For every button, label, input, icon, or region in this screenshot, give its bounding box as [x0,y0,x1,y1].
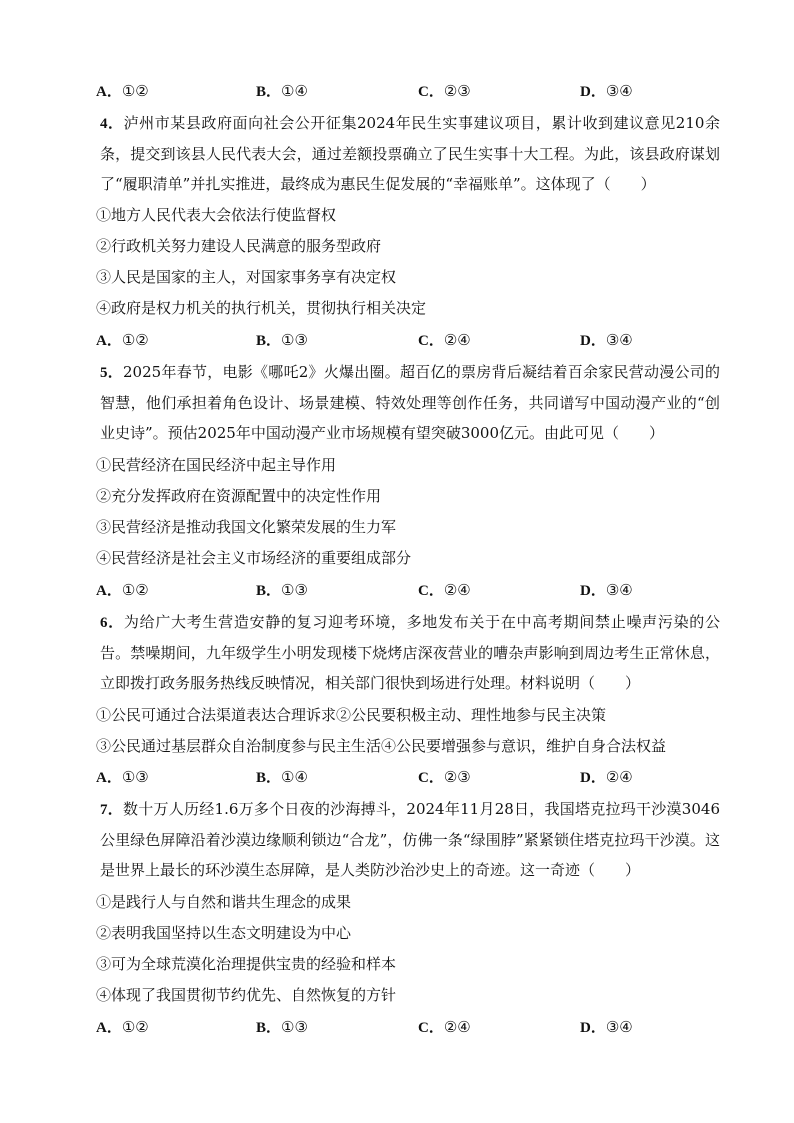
q6-answer-options [96,762,656,792]
q5-choice-4: ④民营经济是社会主义市场经济的重要组成部分 [96,549,412,567]
q5-option-a[interactable]: A．①② [96,581,149,599]
q3-option-c[interactable]: C．②③ [418,82,471,100]
q6-stem-text: 为给广大考生营造安静的复习迎考环境，多地发布关于在中高考期间禁止噪声污染的公告。禁噪期间，九年级学生小明发现楼下烧烤店深夜营业的嘈杂声影响到周边考生正常休息，立即拨打政务服务热线反映情况，相关部门很快到场进行处理。材料说明（ ） [100,613,720,692]
q7-choice-3: ③可为全球荒漠化治理提供宝贵的经验和样本 [96,955,397,973]
q4-stem [100,108,720,199]
q5-stem-text: 2025年春节，电影《哪吒2》火爆出圈。超百亿的票房背后凝结着百余家民营动漫公司的智慧，他们承担着角色设计、场景建模、特效处理等创作任务，共同谱写中国动漫产业的“创业史诗”。预估2025年中国动漫产业市场规模有望突破3000亿元。由此可见（ ） [100,363,720,442]
q7-option-c[interactable]: C．②④ [418,1018,471,1036]
q4-option-c[interactable]: C．②④ [418,331,471,349]
q6-option-b[interactable]: B．①④ [256,768,308,786]
q4-stem-text: 泸州市某县政府面向社会公开征集2024年民生实事建议项目，累计收到建议意见210余条，提交到该县人民代表大会，通过差额投票确立了民生实事十大工程。为此，该县政府谋划了“履职清单”并扎实推进，最终成为惠民生促发展的“幸福账单”。这体现了（ ） [100,114,720,193]
q4-choice-1: ①地方人民代表大会依法行使监督权 [96,206,337,224]
q3-answer-options [96,76,656,106]
q4-choice-3: ③人民是国家的主人，对国家事务享有决定权 [96,268,397,286]
q3-option-b[interactable]: B．①④ [256,82,308,100]
q7-stem [100,794,720,885]
q7-stem-text: 数十万人历经1.6万多个日夜的沙海搏斗，2024年11月28日，我国塔克拉玛干沙漠3046公里绿色屏障沿着沙漠边缘顺利锁边“合龙”，仿佛一条“绿围脖”紧紧锁住塔克拉玛干沙漠。这是世界上最长的环沙漠生态屏障，是人类防沙治沙史上的奇迹。这一奇迹（ ） [100,800,720,879]
q7-option-d[interactable]: D．③④ [580,1018,633,1036]
q4-option-a[interactable]: A．①② [96,331,149,349]
q4-number: 4． [100,116,124,132]
q6-choice-2: ③公民通过基层群众自治制度参与民主生活④公民要增强参与意识，维护自身合法权益 [96,737,667,755]
q6-option-c[interactable]: C．②③ [418,768,471,786]
q5-choice-2: ②充分发挥政府在资源配置中的决定性作用 [96,487,382,505]
q7-choice-4: ④体现了我国贯彻节约优先、自然恢复的方针 [96,986,397,1004]
q5-option-d[interactable]: D．③④ [580,581,633,599]
q5-option-c[interactable]: C．②④ [418,581,471,599]
q3-option-a[interactable]: A．①② [96,82,149,100]
q4-choice-4: ④政府是权力机关的执行机关，贯彻执行相关决定 [96,299,427,317]
q4-option-d[interactable]: D．③④ [580,331,633,349]
q4-option-b[interactable]: B．①③ [256,331,308,349]
q7-answer-options [96,1012,656,1042]
q7-number: 7． [100,802,124,818]
q7-option-b[interactable]: B．①③ [256,1018,308,1036]
q6-stem [100,607,720,698]
q5-choice-3: ③民营经济是推动我国文化繁荣发展的生力军 [96,518,397,536]
q7-choice-1: ①是践行人与自然和谐共生理念的成果 [96,893,352,911]
q6-option-d[interactable]: D．②④ [580,768,633,786]
q5-answer-options [96,575,656,605]
q4-choice-2: ②行政机关努力建设人民满意的服务型政府 [96,237,382,255]
q5-choice-1: ①民营经济在国民经济中起主导作用 [96,456,337,474]
q5-option-b[interactable]: B．①③ [256,581,308,599]
q6-option-a[interactable]: A．①③ [96,768,149,786]
q5-stem [100,357,720,448]
q7-choice-2: ②表明我国坚持以生态文明建设为中心 [96,924,352,942]
q6-choice-1: ①公民可通过合法渠道表达合理诉求②公民要积极主动、理性地参与民主决策 [96,706,607,724]
q4-answer-options [96,325,656,355]
q3-option-d[interactable]: D．③④ [580,82,633,100]
q7-option-a[interactable]: A．①② [96,1018,149,1036]
q5-number: 5． [100,365,124,381]
q6-number: 6． [100,615,124,631]
